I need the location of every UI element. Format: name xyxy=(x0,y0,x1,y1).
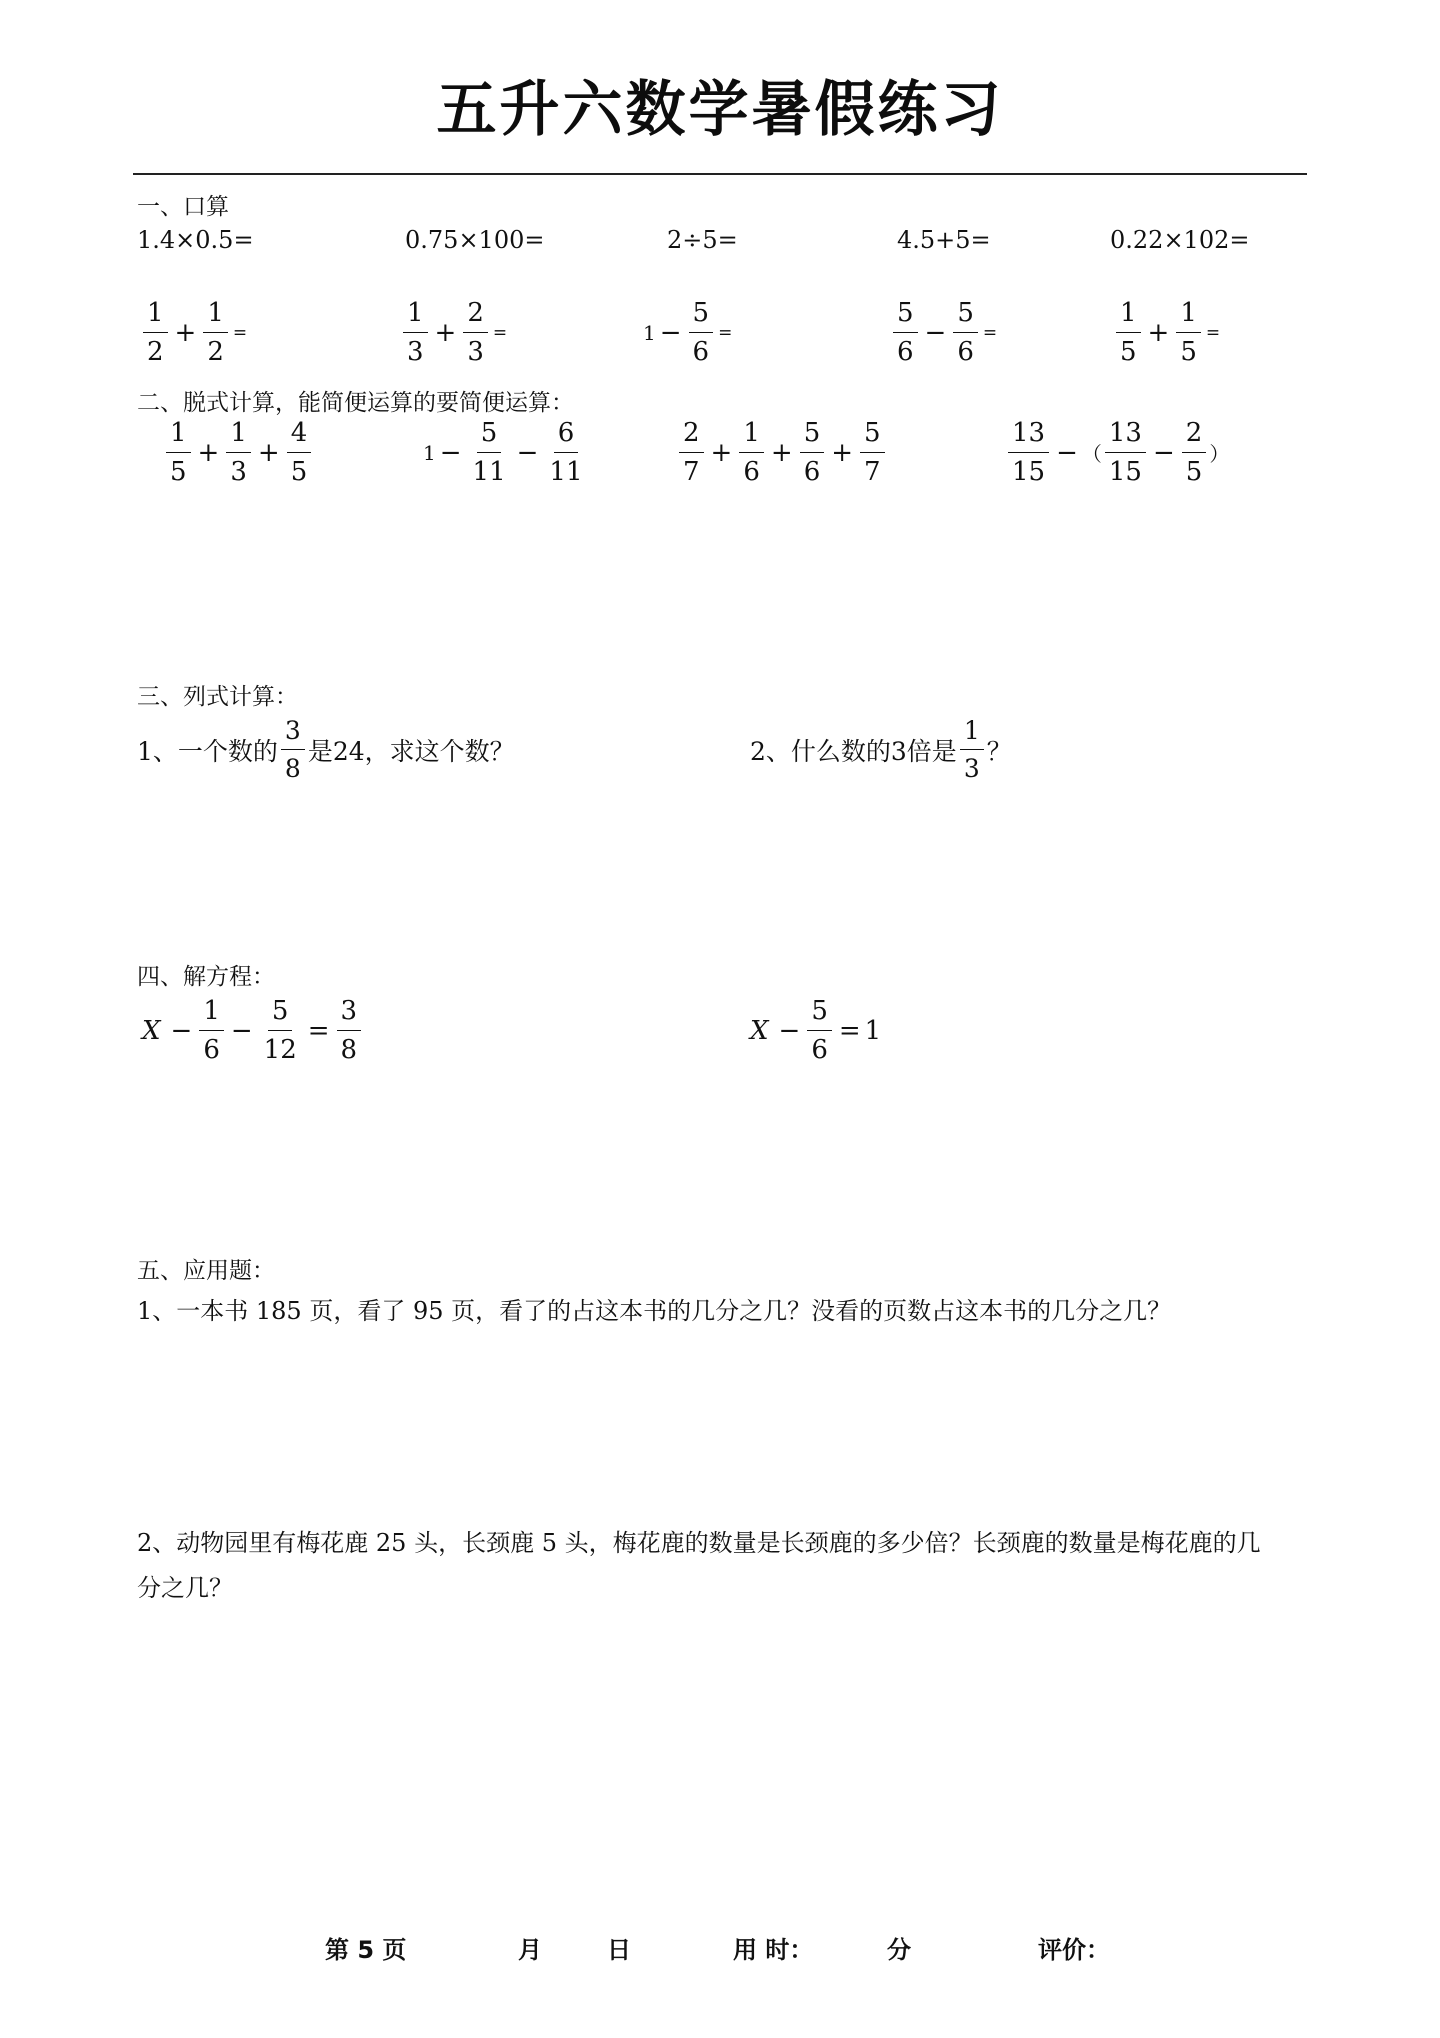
fraction: $\frac{1}{5}$ xyxy=(166,420,191,485)
fraction: $\frac{5}{6}$ xyxy=(800,420,825,485)
oral-fraction-3: 1 − $\frac{5}{6}$ = xyxy=(643,298,733,367)
section-1-heading: 一、口算 xyxy=(137,194,229,220)
section-4-heading: 四、解方程： xyxy=(137,964,275,990)
fraction: $\frac{2}{5}$ xyxy=(1182,420,1207,485)
fraction: $\frac{1}{6}$ xyxy=(199,998,224,1063)
section-5-heading: 五、应用题： xyxy=(137,1258,275,1284)
footer-evaluation-label: 评价： xyxy=(1038,1936,1110,1964)
oral-calc-4: 4.5+5= xyxy=(897,226,991,254)
step-calc-2: 1 − $\frac{5}{11}$ − $\frac{6}{11}$ xyxy=(423,420,590,485)
oral-calc-2: 0.75×100= xyxy=(405,226,545,254)
list-calc-question-1: 1、一个数的 $\frac{3}{8}$ 是24，求这个数？ xyxy=(137,716,515,783)
fraction: $\frac{2}{3}$ xyxy=(463,300,488,365)
fraction: $\frac{1}{3}$ xyxy=(403,300,428,365)
footer-day-label: 日 xyxy=(607,1936,631,1964)
fraction: $\frac{5}{12}$ xyxy=(263,996,297,1065)
oral-calc-3: 2÷5= xyxy=(667,226,738,254)
word-problem-1: 1、一本书 185 页，看了 95 页，看了的占这本书的几分之几？没看的页数占这本书的几分之几？ xyxy=(137,1297,1172,1325)
fraction: $\frac{13}{15}$ xyxy=(1008,420,1049,485)
oral-fraction-4: $\frac{5}{6}$ − $\frac{5}{6}$ = xyxy=(890,300,997,365)
title-divider xyxy=(133,173,1307,175)
fraction: $\frac{5}{11}$ xyxy=(472,418,506,487)
fraction: $\frac{1}{3}$ xyxy=(960,718,984,781)
fraction: $\frac{5}{6}$ xyxy=(893,300,918,365)
fraction: $\frac{2}{7}$ xyxy=(679,420,704,485)
fraction: $\frac{1}{2}$ xyxy=(143,300,168,365)
step-calc-4: $\frac{13}{15}$ − （ $\frac{13}{15}$ − $\frac{2}{5}$ ） xyxy=(1005,420,1229,485)
section-3-heading: 三、列式计算： xyxy=(137,684,298,710)
section-2-heading: 二、脱式计算，能简便运算的要简便运算： xyxy=(137,390,574,416)
oral-calc-5: 0.22×102= xyxy=(1110,226,1250,254)
footer-minute-label: 分 xyxy=(887,1936,911,1964)
list-calc-question-2: 2、什么数的3倍是 $\frac{1}{3}$ ？ xyxy=(750,716,1012,783)
oral-fraction-2: $\frac{1}{3}$ + $\frac{2}{3}$ = xyxy=(400,300,507,365)
oral-calc-1: 1.4×0.5= xyxy=(137,226,254,254)
footer-month-label: 月 xyxy=(518,1936,542,1964)
equation-1: X − $\frac{1}{6}$ − $\frac{5}{12}$ = $\frac{3}{8}$ xyxy=(142,998,364,1063)
fraction: $\frac{6}{11}$ xyxy=(549,418,583,487)
oral-fraction-5: $\frac{1}{5}$ + $\frac{1}{5}$ = xyxy=(1113,300,1220,365)
word-problem-2-line-1: 2、动物园里有梅花鹿 25 头，长颈鹿 5 头，梅花鹿的数量是长颈鹿的多少倍？长颈鹿的数量是梅花鹿的几 xyxy=(137,1529,1261,1557)
step-calc-1: $\frac{1}{5}$ + $\frac{1}{3}$ + $\frac{4}{5}$ xyxy=(163,420,314,485)
fraction: $\frac{3}{8}$ xyxy=(281,718,305,781)
fraction: $\frac{5}{6}$ xyxy=(689,300,714,365)
fraction: $\frac{1}{5}$ xyxy=(1176,300,1201,365)
footer-time-label: 用 时： xyxy=(733,1936,814,1964)
fraction: $\frac{5}{6}$ xyxy=(807,998,832,1063)
fraction: $\frac{5}{6}$ xyxy=(953,300,978,365)
fraction: $\frac{13}{15}$ xyxy=(1105,420,1146,485)
fraction: $\frac{1}{2}$ xyxy=(203,300,228,365)
fraction: $\frac{3}{8}$ xyxy=(337,998,362,1063)
equation-2: X − $\frac{5}{6}$ = 1 xyxy=(750,996,882,1065)
step-calc-3: $\frac{2}{7}$ + $\frac{1}{6}$ + $\frac{5}{6}$ + $\frac{5}{7}$ xyxy=(676,420,888,485)
oral-fraction-1: $\frac{1}{2}$ + $\frac{1}{2}$ = xyxy=(140,300,247,365)
fraction: $\frac{5}{7}$ xyxy=(860,420,885,485)
fraction: $\frac{1}{5}$ xyxy=(1116,300,1141,365)
word-problem-2-line-2: 分之几？ xyxy=(137,1574,233,1602)
fraction: $\frac{1}{3}$ xyxy=(226,420,251,485)
page-title: 五升六数学暑假练习 xyxy=(436,75,1004,145)
fraction: $\frac{4}{5}$ xyxy=(287,420,312,485)
fraction: $\frac{1}{6}$ xyxy=(739,420,764,485)
footer-page-number: 第 5 页 xyxy=(325,1936,407,1964)
